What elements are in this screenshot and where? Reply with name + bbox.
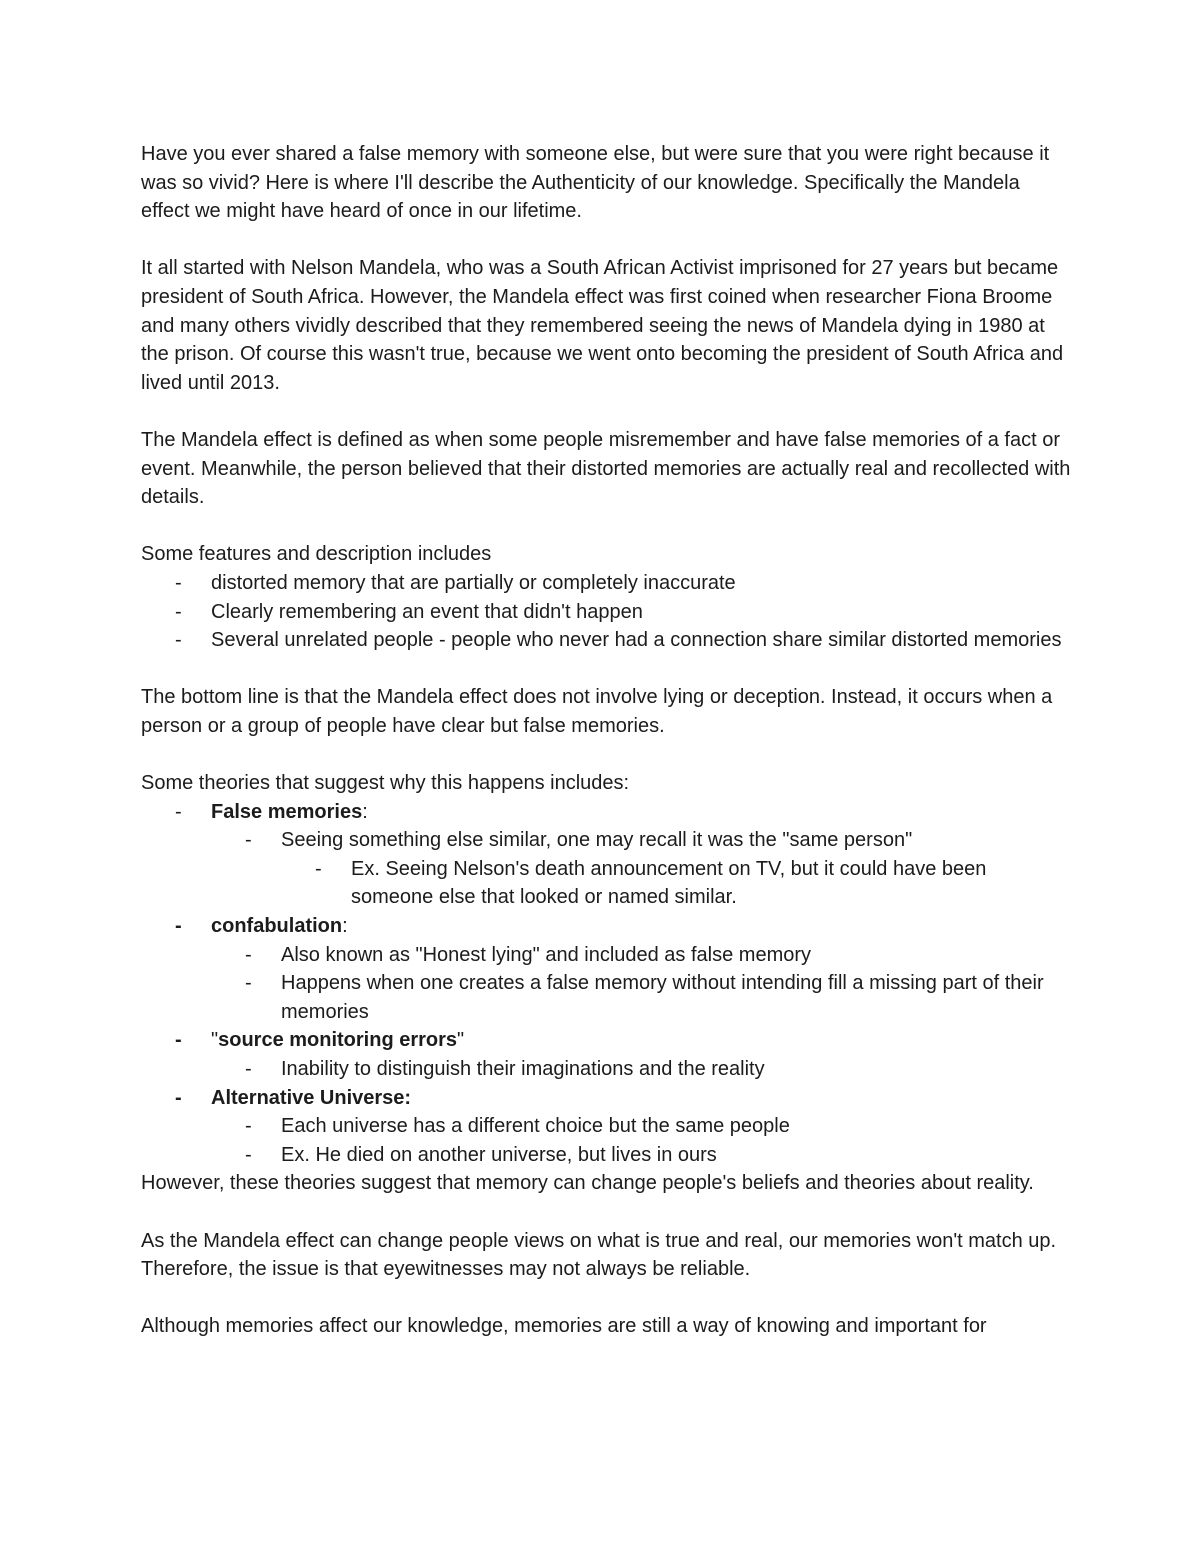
bullet-dash: - [175, 800, 182, 823]
theory-confabulation: - confabulation: - Also known as "Honest lying" and included as false memory - Happens when one creates a false memory without intending fill a missing part of their memories [141, 912, 1071, 1026]
bullet-dash: - [175, 915, 182, 938]
bullet-dash: - [315, 857, 322, 880]
bullet-dash: - [175, 629, 182, 652]
bullet-dash: - [245, 943, 252, 966]
bullet-dash: - [175, 600, 182, 623]
list-item: - Ex. He died on another universe, but lives in ours [211, 1141, 1071, 1170]
theory-details [211, 1055, 1071, 1084]
features-intro: Some features and description includes [141, 543, 492, 566]
theory-title: Alternative Universe: [211, 1086, 412, 1109]
list-item: - Clearly remembering an event that didn't happen [141, 598, 1071, 627]
theory-details [211, 941, 1071, 1027]
closing-paragraph: Although memories affect our knowledge, memories are still a way of knowing and important for [141, 1315, 987, 1338]
list-item: - Inability to distinguish their imaginations and the reality [211, 1055, 1071, 1084]
bullet-dash: - [245, 1143, 252, 1166]
list-item: - Seeing something else similar, one may recall it was the "same person" - Ex. Seeing Nelson's death announcement on TV, but it could have been someone else that looked or named similar. [211, 826, 1071, 912]
list-item: - Ex. Seeing Nelson's death announcement on TV, but it could have been someone else that looked or named similar. [281, 855, 1071, 912]
mandela-history-paragraph: It all started with Nelson Mandela, who was a South African Activist imprisoned for 27 years but became president of South Africa. However, the Mandela effect was first coined when researcher Fiona Broome and many others vividly described that they remembered seeing the news of Mandela dying in 1980 at the prison. Of course this wasn't true, because we went onto becoming the president of South Africa and lived until 2013. [141, 257, 1064, 394]
bullet-dash: - [245, 1115, 252, 1138]
definition-paragraph: The Mandela effect is defined as when some people misremember and have false memories of a fact or event. Meanwhile, the person believed that their distorted memories are actually real and recollected with details. [141, 428, 1071, 509]
theory-false-memories: - False memories: - Seeing something else similar, one may recall it was the "same person" - Ex. Seeing Nelson's death announcement on TV, but it could have been someone else that looked or named similar. [141, 798, 1071, 912]
theories-list [141, 798, 1071, 1170]
bullet-dash: - [245, 972, 252, 995]
bullet-dash: - [245, 829, 252, 852]
document-body [141, 140, 1071, 1370]
list-item: - Happens when one creates a false memory without intending fill a missing part of their memories [211, 969, 1071, 1026]
intro-paragraph: Have you ever shared a false memory with someone else, but were sure that you were right because it was so vivid? Here is where I'll describe the Authenticity of our knowledge. Specifically the Mandela effect we might have heard of once in our lifetime. [141, 143, 1050, 223]
list-item: - Also known as "Honest lying" and included as false memory [211, 941, 1071, 970]
list-item: - Each universe has a different choice but the same people [211, 1112, 1071, 1141]
list-item: - distorted memory that are partially or completely inaccurate [141, 569, 1071, 598]
bullet-dash: - [175, 1086, 182, 1109]
theory-alternative-universe [141, 1084, 1071, 1170]
features-list [141, 569, 1071, 655]
list-item: - Several unrelated people - people who never had a connection share similar distorted memories [141, 626, 1071, 655]
bullet-dash: - [245, 1058, 252, 1080]
bottom-line-paragraph: The bottom line is that the Mandela effect does not involve lying or deception. Instead, it occurs when a person or a group of people have clear but false memories. [141, 686, 1053, 737]
theory-sub-details [281, 855, 1071, 912]
theory-details [211, 1112, 1071, 1169]
theory-title: source monitoring errors [218, 1029, 458, 1052]
eyewitness-paragraph: As the Mandela effect can change people views on what is true and real, our memories won't match up. Therefore, the issue is that eyewitnesses may not always be reliable. [141, 1229, 1057, 1281]
theories-conclusion-paragraph: However, these theories suggest that memory can change people's beliefs and theories about reality. [141, 1172, 1034, 1195]
theory-title: False memories [211, 800, 363, 823]
theory-details [211, 826, 1071, 912]
theory-source-monitoring: - "source monitoring errors" - Inability to distinguish their imaginations and the reality [141, 1026, 1071, 1083]
bullet-dash: - [175, 1029, 182, 1052]
theories-intro: Some theories that suggest why this happens includes: [141, 772, 630, 795]
theory-title: confabulation [211, 915, 343, 938]
bullet-dash: - [175, 571, 182, 594]
